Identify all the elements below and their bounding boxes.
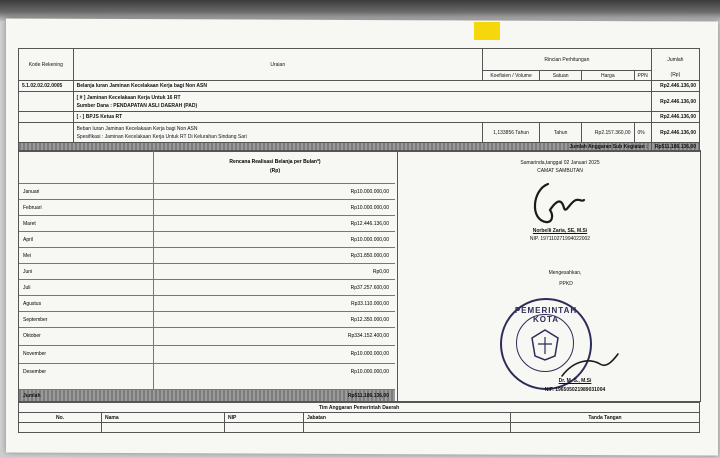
rencana-total-label: Jumlah (23, 393, 41, 399)
month-value: Rp12.350.000,00 (350, 317, 389, 323)
ppkd-name: Dr. M. S., M.Si (558, 378, 592, 384)
item-koefisien: 1,133856 Tahun (482, 123, 539, 143)
row-amount: Rp2.446.136,00 (651, 112, 699, 123)
tim-col-nip: NIP (225, 413, 304, 423)
month-row (19, 263, 395, 280)
rencana-total-value: Rp511.186.136,00 (347, 393, 389, 399)
handwritten-signature (520, 180, 590, 228)
month-value: Rp10.000.000,00 (350, 369, 389, 375)
month-row (19, 199, 395, 216)
month-value: Rp31.850.000,00 (350, 253, 389, 259)
month-value: Rp0,00 (372, 269, 389, 275)
month-row (19, 279, 395, 296)
col-ppn: PPN (634, 71, 651, 81)
row-description: [ # ] Jaminan Kecelakaan Kerja Untuk 16 RT (76, 94, 181, 101)
month-row (19, 327, 395, 344)
row-description: Belanja Iuran Jaminan Kecelakaan Kerja bagi Non ASN (73, 81, 651, 92)
sticky-note (474, 22, 500, 40)
month-row (19, 295, 395, 312)
approval-label: Mengesahkan, (548, 270, 582, 276)
col-jumlah: Jumlah (651, 49, 699, 71)
tim-col-jabatan: Jabatan (304, 413, 511, 423)
stamp-text: PEMERINTAH KOTA (514, 306, 578, 324)
month-label: April (23, 237, 34, 243)
month-label: Mei (23, 253, 32, 259)
month-row (19, 231, 395, 248)
col-satuan: Satuan (540, 71, 582, 81)
emblem-icon (528, 328, 562, 362)
month-value: Rp334.152.400,00 (347, 333, 389, 339)
month-label: September (23, 317, 48, 323)
rencana-total-row (19, 389, 395, 401)
tim-col-ttd: Tanda Tangan (511, 413, 700, 423)
month-row (19, 183, 395, 200)
month-label: Februari (23, 205, 42, 211)
col-kode: Kode Rekening (19, 49, 74, 81)
month-value: Rp10.000.000,00 (350, 205, 389, 211)
month-label: Maret (23, 221, 36, 227)
row-kode: 5.1.02.02.02.0005 (19, 81, 74, 92)
item-description: Beban Iuran Jaminan Kecelakaan Kerja bagi Non ASN (76, 125, 198, 132)
col-koefisien: Koefisien / Volume (482, 71, 539, 81)
place-date: Samarinda,tanggal 02 Januari 2025 (520, 160, 600, 166)
month-label: Juli (23, 285, 31, 291)
month-label: Agustus (23, 301, 42, 307)
month-label: Januari (23, 189, 40, 195)
month-value: Rp10.000.000,00 (350, 237, 389, 243)
month-row (19, 345, 395, 362)
row-amount: Rp2.446.136,00 (651, 81, 699, 92)
total-label: Jumlah Anggaran Sub Kegiatan : (19, 143, 652, 152)
col-harga: Harga (582, 71, 634, 81)
month-value: Rp10.000.000,00 (350, 189, 389, 195)
row-amount: Rp2.446.136,00 (651, 92, 699, 112)
month-label: Juni (23, 269, 33, 275)
col-rincian: Rincian Perhitungan (482, 49, 651, 71)
signer-name: Norbelli Zaria, SE, M.Si (532, 228, 588, 234)
month-value: Rp33.110.000,00 (351, 301, 389, 307)
item-amount: Rp2.446.136,00 (651, 123, 699, 143)
signer-nip: NIP. 197110271994022002 (529, 236, 591, 242)
tim-col-no: No. (19, 413, 102, 423)
rencana-unit: (Rp) (270, 168, 280, 174)
col-rp: (Rp) (651, 71, 699, 81)
handwritten-signature-2 (560, 350, 620, 380)
item-satuan: Tahun (540, 123, 582, 143)
ppkd-nip: NIP. 196505021989031004 (544, 387, 606, 393)
rencana-title: Rencana Realisasi Belanja per Bulan*) (229, 159, 321, 165)
month-label: Desember (23, 369, 47, 375)
tim-anggaran-table (18, 402, 700, 433)
funding-source: Sumber Dana : PENDAPATAN ASLI DAERAH (PAD) (76, 102, 198, 109)
month-value: Rp37.257.600,00 (350, 285, 389, 291)
rencana-realisasi-panel (18, 150, 398, 402)
month-row (19, 247, 395, 264)
month-label: Oktober (23, 333, 41, 339)
tim-col-nama: Nama (102, 413, 225, 423)
budget-detail-table (18, 48, 700, 152)
col-uraian: Uraian (73, 49, 482, 81)
month-label: November (23, 351, 47, 357)
item-ppn: 0% (634, 123, 651, 143)
item-spec: Spesifikasi : Jaminan Kecelakaan Kerja Untuk RT Di Kelurahan Sindang Sari (76, 133, 247, 140)
ppkd-label: PPKD (559, 281, 573, 287)
tim-title: Tim Anggaran Pemerintah Daerah (19, 403, 700, 413)
month-value: Rp10.000.000,00 (350, 351, 389, 357)
month-row (19, 363, 395, 380)
total-amount: Rp511.186.136,00 (651, 143, 699, 152)
month-value: Rp12.446.136,00 (350, 221, 389, 227)
signer-role: CAMAT SAMBUTAN (537, 168, 583, 174)
month-row (19, 215, 395, 232)
month-row (19, 311, 395, 328)
row-description: [ - ] BPJS Ketua RT (73, 112, 651, 123)
item-harga: Rp2.157.360,00 (582, 123, 634, 143)
